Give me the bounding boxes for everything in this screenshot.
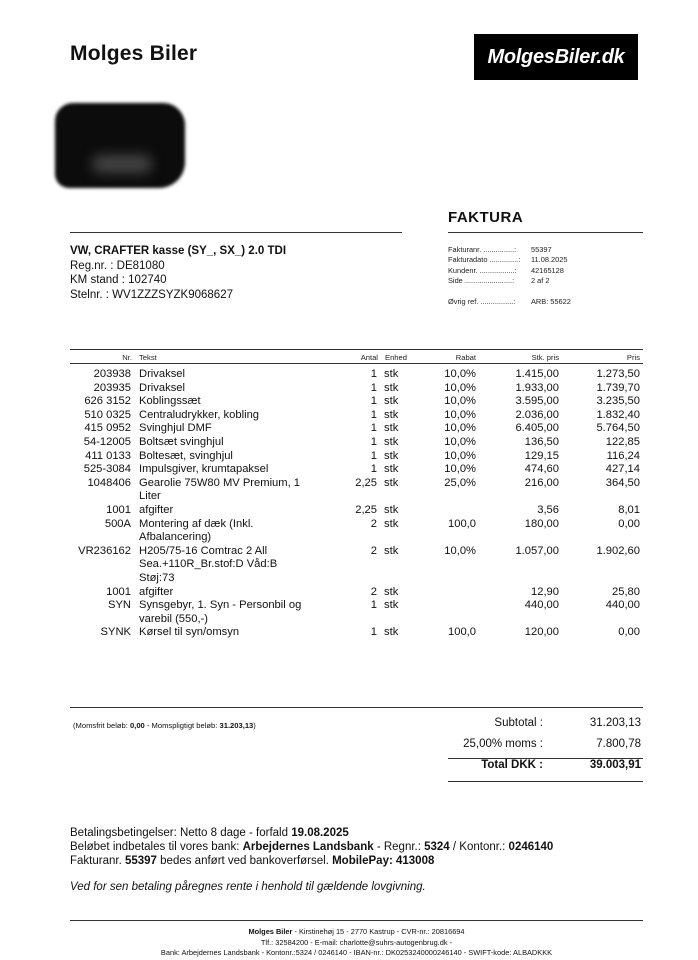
item-unit-price: 2.036,00 xyxy=(515,408,559,421)
item-description xyxy=(139,586,319,600)
terms-text: Beløbet indbetales til vores bank: xyxy=(70,841,243,854)
item-quantity: 1 xyxy=(370,422,377,435)
footer-line-1 xyxy=(70,927,643,938)
item-discount: 10,0% xyxy=(444,544,476,557)
item-unit: stk xyxy=(384,463,399,476)
col-header-tekst: Tekst xyxy=(139,353,157,362)
item-unit: stk xyxy=(384,395,399,408)
item-unit: stk xyxy=(384,585,399,598)
mobilepay-number: MobilePay: 413008 xyxy=(332,855,435,868)
vehicle-stelnr: Stelnr. : WV1ZZZSYZK9068627 xyxy=(70,288,233,301)
item-description-line: Liter xyxy=(139,490,161,503)
meta-value: 2 af 2 xyxy=(531,276,550,286)
vehicle-reg: Reg.nr. : DE81080 xyxy=(70,259,165,272)
terms-text: Fakturanr. xyxy=(70,855,125,868)
meta-value: 42165128 xyxy=(531,265,564,275)
item-discount: 25,0% xyxy=(444,476,476,489)
item-number: 415 0952 xyxy=(84,422,131,435)
item-price: 25,80 xyxy=(612,585,640,598)
item-price: 0,00 xyxy=(618,517,640,530)
item-price: 1.902,60 xyxy=(596,544,640,557)
item-discount: 10,0% xyxy=(444,449,476,462)
moms-note-close: ) xyxy=(253,721,256,730)
footer-line-3: Bank: Arbejdernes Landsbank - Kontonr.:5324 / 0246140 - IBAN-nr.: DK0253240000246140 - SWIFT-kode: ALBADKKK xyxy=(160,948,553,957)
item-unit: stk xyxy=(384,476,399,489)
footer-company: Molges Biler xyxy=(248,927,293,936)
vehicle-separator xyxy=(70,232,402,233)
line-item-row xyxy=(70,409,643,423)
item-description xyxy=(139,626,319,640)
moms-free-label: (Momsfrit beløb: xyxy=(73,721,128,730)
meta-label: Fakturadato ..............: xyxy=(448,255,521,265)
item-unit-price: 12,90 xyxy=(531,585,559,598)
item-description xyxy=(139,545,319,586)
total-top-rule xyxy=(448,758,643,759)
item-discount: 100,0 xyxy=(448,517,476,530)
company-name: Molges Biler xyxy=(70,42,198,65)
item-description-line: Koblingssæt xyxy=(139,395,201,408)
item-unit: stk xyxy=(384,422,399,435)
item-description xyxy=(139,368,319,382)
col-header-stk-pris: Stk. pris xyxy=(531,353,559,362)
moms-free-value: 0,00 xyxy=(129,721,145,730)
logo-text: MolgesBiler.dk xyxy=(487,45,625,68)
terms-text: - Regnr.: xyxy=(373,841,425,854)
line-item-row xyxy=(70,599,643,626)
item-unit-price: 3.595,00 xyxy=(515,395,559,408)
item-description-line: Drivaksel xyxy=(139,381,186,394)
item-unit: stk xyxy=(384,368,399,380)
item-number: 54-12005 xyxy=(83,435,131,448)
line-item-row xyxy=(70,382,643,396)
item-unit-price: 136,50 xyxy=(524,435,559,448)
item-description-line: Centraludrykker, kobling xyxy=(139,408,260,421)
company-logo xyxy=(474,34,638,80)
item-quantity: 1 xyxy=(370,626,377,639)
item-quantity: 1 xyxy=(370,599,377,612)
terms-line-1 xyxy=(70,826,553,840)
item-unit: stk xyxy=(384,381,399,394)
item-description-line: Afbalancering) xyxy=(139,531,212,544)
item-quantity: 1 xyxy=(370,381,377,394)
meta-row xyxy=(448,245,571,255)
meta-row xyxy=(448,255,571,265)
item-unit-price: 180,00 xyxy=(524,517,559,530)
faktura-separator xyxy=(448,232,643,233)
item-number: 203938 xyxy=(93,368,131,380)
item-quantity: 1 xyxy=(370,435,377,448)
item-description-line: Svinghjul DMF xyxy=(139,422,212,435)
item-description-line: Sea.+110R_Br.stof:D Våd:B xyxy=(139,558,278,571)
item-description xyxy=(139,463,319,477)
moms-liable-label: - Momspligtigt beløb: xyxy=(146,721,218,730)
table-header-rule xyxy=(70,363,643,364)
item-description-line: varebil (550,-) xyxy=(139,612,209,625)
col-header-nr: Nr. xyxy=(122,353,132,362)
item-quantity: 2 xyxy=(370,585,377,598)
footer-line-2: Tlf.: 32584200 - E-mail: charlotte@suhrs-autogenbrug.dk - xyxy=(260,937,453,947)
item-description xyxy=(139,450,319,464)
item-price: 0,00 xyxy=(618,626,640,639)
item-unit: stk xyxy=(384,408,399,421)
item-discount: 10,0% xyxy=(444,381,476,394)
item-price: 5.764,50 xyxy=(596,422,640,435)
item-unit-price: 129,15 xyxy=(524,449,559,462)
item-unit-price: 440,00 xyxy=(524,599,559,612)
item-price: 122,85 xyxy=(605,435,640,448)
item-quantity: 1 xyxy=(370,395,377,408)
item-number: VR236162 xyxy=(78,544,131,557)
item-discount: 10,0% xyxy=(444,463,476,476)
moms-liable-value: 31.203,13 xyxy=(219,721,254,730)
subtotal-row xyxy=(448,717,643,738)
col-header-enhed: Enhed xyxy=(385,353,407,362)
invoice-number-ref: 55397 xyxy=(124,855,157,868)
total-label: Total DKK : xyxy=(481,759,543,771)
item-price: 8,01 xyxy=(618,503,640,516)
payment-terms xyxy=(70,826,553,869)
item-description xyxy=(139,409,319,423)
item-unit-price: 120,00 xyxy=(524,626,559,639)
item-unit-price: 6.405,00 xyxy=(515,422,559,435)
total-row xyxy=(448,759,643,780)
item-price: 1.832,40 xyxy=(596,408,640,421)
item-number: SYNK xyxy=(100,626,131,639)
item-quantity: 2,25 xyxy=(355,476,377,489)
item-number: 510 0325 xyxy=(84,408,131,421)
terms-line-2 xyxy=(70,840,553,854)
meta-value: ARB: 55622 xyxy=(531,296,571,306)
item-description xyxy=(139,436,319,450)
item-description-line: Gearolie 75W80 MV Premium, 1 xyxy=(139,476,301,489)
item-unit-price: 1.415,00 xyxy=(515,368,559,380)
meta-label: Side .......................: xyxy=(448,276,515,286)
item-description-line: Synsgebyr, 1. Syn - Personbil og xyxy=(139,599,302,612)
item-description-line: Drivaksel xyxy=(139,368,186,380)
document-type-title: FAKTURA xyxy=(448,209,524,226)
item-quantity: 2 xyxy=(370,517,377,530)
item-description xyxy=(139,504,319,518)
item-number: 1001 xyxy=(106,503,131,516)
meta-label xyxy=(448,287,531,297)
meta-row xyxy=(448,297,571,307)
col-header-pris: Pris xyxy=(626,353,640,362)
item-number: 626 3152 xyxy=(84,395,131,408)
line-item-row xyxy=(70,450,643,464)
item-discount: 10,0% xyxy=(444,435,476,448)
item-price: 1.273,50 xyxy=(596,368,640,380)
item-number: 411 0133 xyxy=(85,449,131,462)
item-unit: stk xyxy=(384,449,399,462)
terms-line-3 xyxy=(70,854,553,868)
item-price: 427,14 xyxy=(605,463,640,476)
invoice-meta xyxy=(448,245,571,307)
line-item-row xyxy=(70,422,643,436)
item-number: 1048406 xyxy=(87,476,131,489)
item-discount: 10,0% xyxy=(444,422,476,435)
item-number: 525-3084 xyxy=(83,463,131,476)
item-unit: stk xyxy=(384,544,399,557)
bank-regnr: 5324 xyxy=(424,841,450,854)
item-unit-price: 1.933,00 xyxy=(515,381,559,394)
item-number: 203935 xyxy=(93,381,131,394)
footer xyxy=(70,927,643,959)
item-description xyxy=(139,382,319,396)
line-items xyxy=(70,368,643,640)
redacted-address-block xyxy=(55,103,185,188)
late-payment-note: Ved for sen betaling påregnes rente i henhold til gældende lovgivning. xyxy=(70,881,426,893)
bank-name: Arbejdernes Landsbank xyxy=(242,841,374,854)
item-unit-price: 1.057,00 xyxy=(515,544,559,557)
item-unit: stk xyxy=(384,599,399,612)
item-description-line: Støj:73 xyxy=(139,571,175,584)
item-unit: stk xyxy=(384,503,399,516)
item-number: 500A xyxy=(104,517,131,530)
item-quantity: 1 xyxy=(370,463,377,476)
terms-text: / Kontonr.: xyxy=(449,841,509,854)
item-description-line: afgifter xyxy=(139,585,174,598)
totals-block xyxy=(448,717,643,780)
item-discount: 100,0 xyxy=(448,626,476,639)
line-item-row xyxy=(70,463,643,477)
item-unit: stk xyxy=(384,517,399,530)
item-description xyxy=(139,477,319,504)
meta-row xyxy=(448,266,571,276)
item-discount: 10,0% xyxy=(444,408,476,421)
item-description-line: Boltesæt, svinghjul xyxy=(139,449,233,462)
item-discount: 10,0% xyxy=(444,395,476,408)
line-item-row xyxy=(70,368,643,382)
line-item-row xyxy=(70,504,643,518)
item-description xyxy=(139,599,319,626)
item-number: 1001 xyxy=(106,585,131,598)
meta-value: 11.08.2025 xyxy=(531,255,568,265)
totals-top-rule xyxy=(70,707,643,708)
meta-label: Fakturanr. ...............: xyxy=(448,245,517,254)
item-description xyxy=(139,395,319,409)
redaction-smudge xyxy=(92,155,152,173)
item-description xyxy=(139,422,319,436)
vehicle-info xyxy=(70,244,286,302)
item-description-line: afgifter xyxy=(139,503,174,516)
meta-row xyxy=(448,276,571,286)
footer-address: - Kirstinehøj 15 - 2770 Kastrup - CVR-nr.: 20816694 xyxy=(292,927,465,936)
line-item-row xyxy=(70,395,643,409)
item-description-line: Kørsel til syn/omsyn xyxy=(139,626,240,639)
vehicle-title: VW, CRAFTER kasse (SY_, SX_) 2.0 TDI xyxy=(70,245,287,257)
due-date: 19.08.2025 xyxy=(291,827,349,839)
vat-label: 25,00% moms : xyxy=(463,738,543,750)
line-item-row xyxy=(70,626,643,640)
item-description-line: Impulsgiver, krumtapaksel xyxy=(139,463,269,476)
moms-note xyxy=(73,721,256,730)
vat-row xyxy=(448,738,643,759)
item-description-line: Montering af dæk (Inkl. xyxy=(139,517,254,530)
item-unit: stk xyxy=(384,435,399,448)
item-unit-price: 216,00 xyxy=(524,476,559,489)
item-price: 116,24 xyxy=(606,449,640,462)
item-quantity: 1 xyxy=(370,408,377,421)
footer-rule xyxy=(70,920,643,921)
item-quantity: 2 xyxy=(370,544,377,557)
item-price: 364,50 xyxy=(605,476,640,489)
table-top-rule xyxy=(70,349,643,350)
col-header-rabat: Rabat xyxy=(455,353,476,362)
vehicle-km: KM stand : 102740 xyxy=(70,274,167,286)
item-description-line: H205/75-16 Comtrac 2 All xyxy=(139,544,268,557)
line-item-row xyxy=(70,436,643,450)
line-item-row xyxy=(70,586,643,600)
item-discount: 10,0% xyxy=(444,368,476,380)
item-unit-price: 3,56 xyxy=(537,503,559,516)
meta-label: Øvrig ref. ................: xyxy=(448,296,516,306)
meta-row xyxy=(448,287,571,297)
item-description xyxy=(139,518,319,545)
subtotal-label: Subtotal : xyxy=(494,717,543,729)
total-value: 39.003,91 xyxy=(589,759,641,771)
item-quantity: 1 xyxy=(370,449,377,462)
vat-value: 7.800,78 xyxy=(596,738,641,750)
meta-label: Kundenr. .................: xyxy=(448,265,517,275)
item-quantity: 1 xyxy=(370,368,377,380)
item-price: 3.235,50 xyxy=(596,395,640,408)
line-item-row xyxy=(70,545,643,586)
terms-text: Betalingsbetingelser: Netto 8 dage - forfald xyxy=(70,827,292,839)
line-item-row xyxy=(70,477,643,504)
item-unit-price: 474,60 xyxy=(524,463,559,476)
item-quantity: 2,25 xyxy=(355,503,377,516)
col-header-antal: Antal xyxy=(360,353,378,362)
subtotal-value: 31.203,13 xyxy=(589,717,641,729)
line-item-row xyxy=(70,518,643,545)
item-description-line: Boltsæt svinghjul xyxy=(139,435,224,448)
item-unit: stk xyxy=(384,626,399,639)
item-price: 440,00 xyxy=(605,599,640,612)
item-price: 1.739,70 xyxy=(596,381,640,394)
total-bottom-rule xyxy=(448,781,643,782)
terms-text: bedes anført ved bankoverførsel. xyxy=(156,855,333,868)
meta-value: 55397 xyxy=(531,245,552,254)
item-number: SYN xyxy=(107,599,131,612)
bank-kontonr: 0246140 xyxy=(508,841,554,854)
